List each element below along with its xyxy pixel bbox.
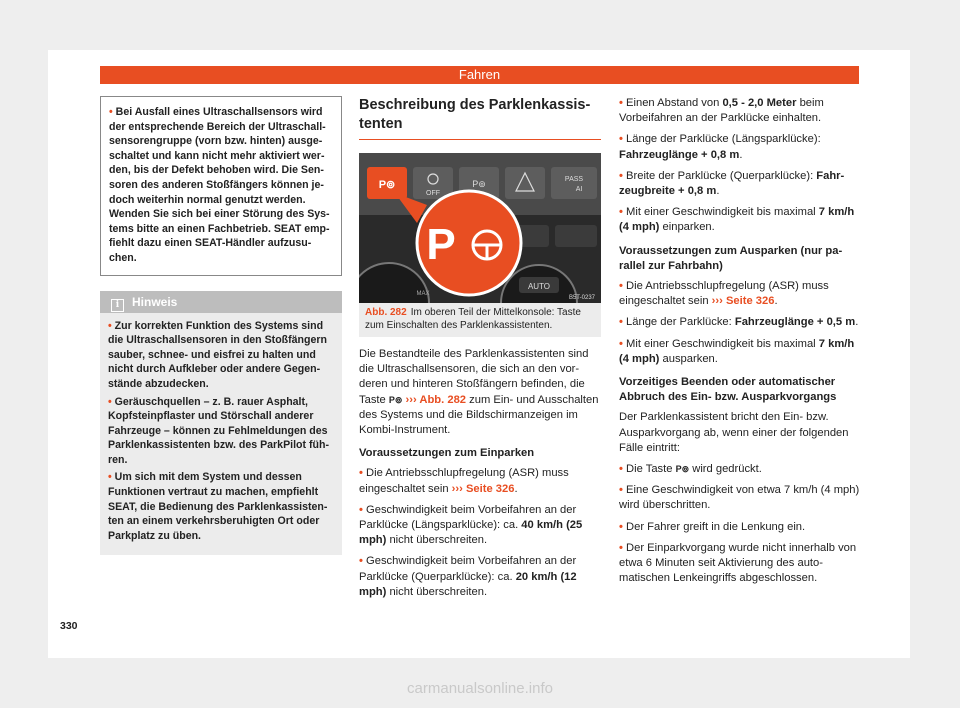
bullet-icon: • bbox=[619, 169, 623, 182]
info-icon: i bbox=[111, 299, 124, 312]
bullet-icon: • bbox=[619, 484, 623, 497]
hint-body bbox=[100, 313, 342, 556]
list-item: • Mit einer Geschwindigkeit bis maximal 7 km/h (4 mph) einparken. bbox=[619, 206, 855, 234]
bullet-icon: • bbox=[619, 97, 623, 109]
list-item: • Die Taste P⊚ wird gedrückt. bbox=[619, 463, 762, 476]
figure-reference-link[interactable]: ››› Abb. 282 bbox=[405, 393, 467, 406]
warning-box bbox=[100, 96, 342, 276]
hint-header bbox=[100, 291, 342, 313]
hint-item: • Um sich mit dem System und dessen Funktionen vertraut zu machen, empfiehlt SEAT, die Bedienung des Parklenkassistenten an einem verkehrsberuhigten Ort oder Parkplatz zu üben. bbox=[108, 471, 328, 542]
park-button-icon: P⊚ bbox=[675, 464, 690, 475]
svg-text:AUTO: AUTO bbox=[527, 282, 551, 291]
intro-paragraph: Die Bestandteile des Parklenkassistenten sind die Ultraschallsensoren, die sich an den vorderen und hinteren Stoßfängern befinden, die Taste P⊚ ››› Abb. 282 zum Ein- und Ausschalten des Systems und die Bildschirmanzeigen im Kombi-Instrument. bbox=[359, 348, 599, 437]
svg-text:B5T-0237: B5T-0237 bbox=[568, 295, 595, 301]
bullet-icon: • bbox=[109, 106, 113, 118]
svg-text:P⊚: P⊚ bbox=[378, 179, 396, 191]
column-middle bbox=[359, 96, 601, 606]
bullet-icon: • bbox=[619, 541, 623, 554]
list-item: • Die Antriebsschlupfregelung (ASR) muss eingeschaltet sein ››› Seite 326. bbox=[619, 280, 829, 308]
bullet-icon: • bbox=[108, 471, 112, 484]
bullet-icon: • bbox=[359, 555, 363, 568]
hint-item: • Geräuschquellen – z. B. rauer Asphalt, Kopfsteinpflaster und Störschall anderer Fahrzeuge – können zu Fehlmeldungen des Parklenkassistenten bzw. des ParkPilot führen. bbox=[108, 395, 329, 466]
park-button-icon: P⊚ bbox=[388, 394, 403, 405]
svg-text:AI: AI bbox=[575, 186, 583, 193]
svg-text:MAX: MAX bbox=[416, 291, 430, 297]
list-item: • Breite der Parklücke (Querparklücke): Fahrzeugbreite + 0,8 m. bbox=[619, 169, 845, 198]
list-item: • Eine Geschwindigkeit von etwa 7 km/h (4 mph) wird überschritten. bbox=[619, 484, 860, 512]
svg-text:P: P bbox=[426, 220, 456, 269]
list-item: • Der Fahrer greift in die Lenkung ein. bbox=[619, 520, 806, 533]
bullet-icon: • bbox=[619, 316, 623, 329]
bullet-icon: • bbox=[359, 503, 363, 516]
list-item: • Länge der Parklücke (Längsparklücke): Fahrzeuglänge + 0,8 m. bbox=[619, 133, 821, 161]
column-right bbox=[619, 96, 860, 592]
bullet-icon: • bbox=[619, 133, 623, 146]
warning-text: Bei Ausfall eines Ultraschallsensors wird der entsprechende Bereich der Ultraschallsensorengruppe (vorn bzw. hinten) ausgeschaltet und kann nicht mehr aktiviert werden, bis der Defekt behoben wird. Die Sensoren des anderen Stoßfängers können jedoch weiterhin normal genutzt werden. Wenden Sie sich bei einer Störung des Systems bitte an einen Fachbetrieb. SEAT empfiehlt dazu einen SEAT-Händler aufzusuchen. bbox=[109, 106, 330, 264]
bullet-icon: • bbox=[619, 337, 623, 350]
console-figure bbox=[359, 153, 601, 303]
column-left bbox=[100, 96, 342, 555]
list-item: • Der Einparkvorgang wurde nicht innerhalb von etwa 6 Minuten seit Aktivierung des automatischen Lenkeingriffs abgeschlossen. bbox=[619, 541, 857, 585]
list-item: • Geschwindigkeit beim Vorbeifahren an der Parklücke (Querparklücke): ca. 20 km/h (12 mph) nicht überschreiten. bbox=[359, 555, 577, 598]
hint-box bbox=[100, 291, 342, 556]
svg-text:P⊚: P⊚ bbox=[472, 179, 486, 189]
bullet-icon: • bbox=[108, 395, 112, 408]
svg-text:OFF: OFF bbox=[426, 190, 440, 197]
list-item: • Mit einer Geschwindigkeit bis maximal 7 km/h (4 mph) ausparken. bbox=[619, 337, 855, 365]
figure-caption-text: Im oberen Teil der Mittelkonsole: Taste zum Einschalten des Parklenkassistenten. bbox=[365, 307, 581, 331]
page-reference-link[interactable]: ››› Seite 326 bbox=[451, 482, 515, 495]
page-reference-link[interactable]: ››› Seite 326 bbox=[711, 295, 775, 308]
bullet-icon: • bbox=[619, 463, 623, 476]
watermark: carmanualsonline.info bbox=[407, 680, 553, 697]
list-item: • Einen Abstand von 0,5 - 2,0 Meter beim Vorbeifahren an der Parklücke einhalten. bbox=[619, 97, 824, 125]
hint-item: • Zur korrekten Funktion des Systems sind die Ultraschallsensoren in den Stoßfängern sauber, schnee- und eisfrei zu halten und nicht durch Aufkleber oder andere Gegenstände abzudecken. bbox=[108, 319, 327, 390]
list-item: • Die Antriebsschlupfregelung (ASR) muss eingeschaltet sein ››› Seite 326. bbox=[359, 467, 569, 495]
bullet-icon: • bbox=[619, 280, 623, 293]
console-illustration bbox=[359, 153, 601, 303]
ausparken-title: Voraussetzungen zum Ausparken (nur parallel zur Fahrbahn) bbox=[619, 244, 843, 272]
page-header: Fahren bbox=[100, 66, 859, 84]
abbruch-title: Vorzeitiges Beenden oder automatischer Abbruch des Ein- bzw. Ausparkvorgangs bbox=[619, 376, 837, 404]
section-title: Beschreibung des Parklenkassistenten bbox=[359, 96, 601, 140]
hint-title: Hinweis bbox=[132, 294, 178, 309]
figure-label: Abb. 282 bbox=[365, 307, 407, 318]
bullet-icon: • bbox=[619, 206, 623, 219]
list-item: • Länge der Parklücke: Fahrzeuglänge + 0,5 m. bbox=[619, 316, 859, 329]
svg-text:PASS: PASS bbox=[564, 176, 584, 183]
page-number: 330 bbox=[60, 620, 78, 632]
list-item: • Geschwindigkeit beim Vorbeifahren an der Parklücke (Längsparklücke): ca. 40 km/h (25 mph) nicht überschreiten. bbox=[359, 503, 583, 547]
bullet-icon: • bbox=[108, 319, 112, 332]
bullet-icon: • bbox=[359, 467, 363, 480]
abbruch-intro: Der Parklenkassistent bricht den Ein- bzw. Ausparkvorgang ab, wenn einer der folgenden Fälle eintritt: bbox=[619, 411, 849, 454]
einparken-title: Voraussetzungen zum Einparken bbox=[359, 447, 535, 460]
bullet-icon: • bbox=[619, 520, 623, 533]
figure-caption bbox=[359, 303, 601, 337]
